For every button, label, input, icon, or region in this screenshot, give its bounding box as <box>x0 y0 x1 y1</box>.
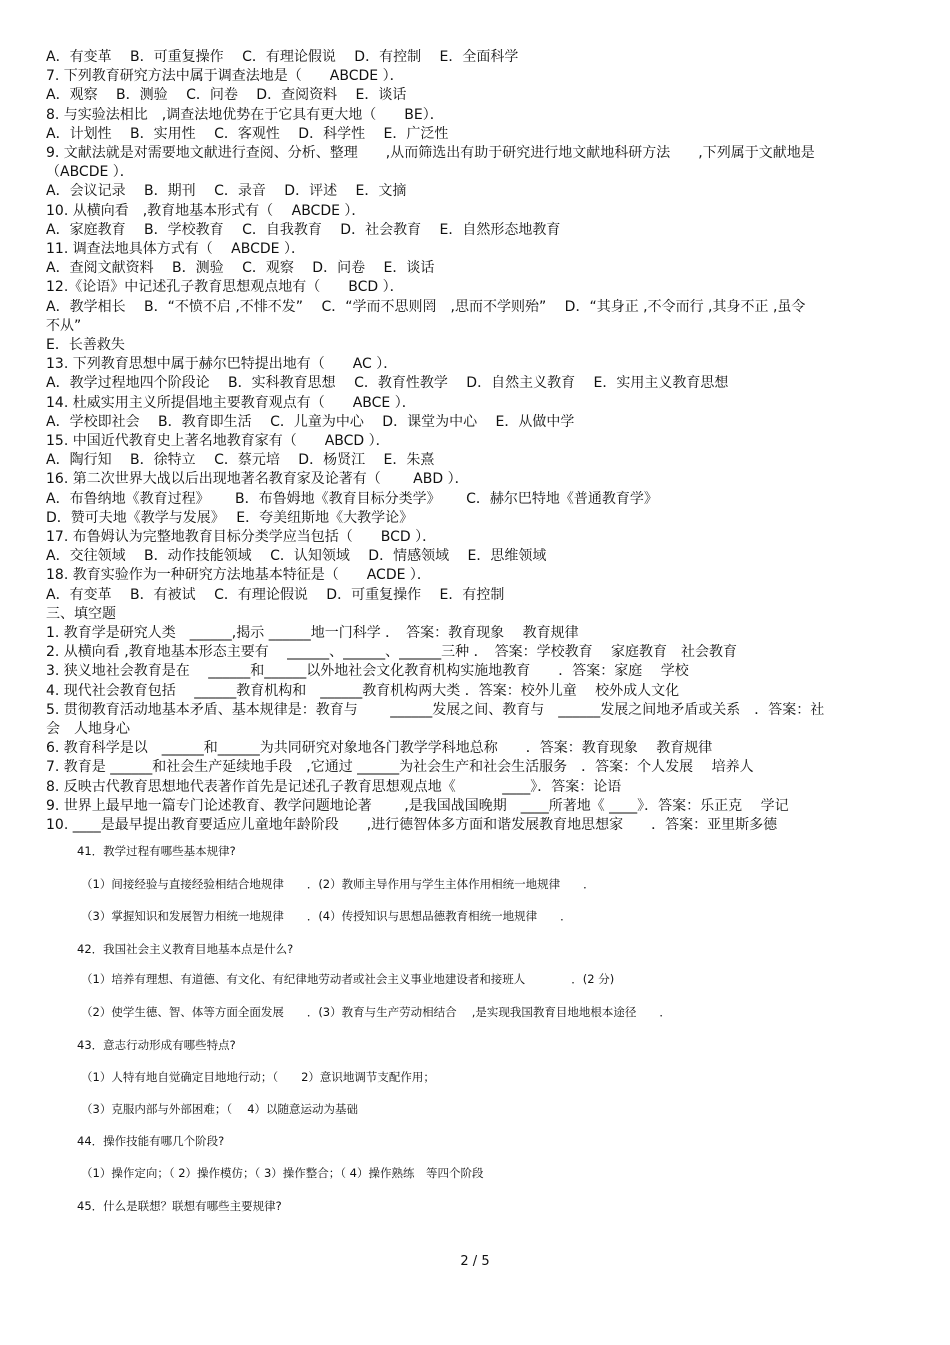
choice-line: A．交往领域 B．动作技能领域 C．认知领域 D．情感领域 E．思维领域 <box>46 548 547 565</box>
choice-line: 8. 与实验法相比 ,调查法地优势在于它具有更大地（ BE）． <box>46 106 444 123</box>
choice-line: 7. 下列教育研究方法中属于调查法地是（ ABCDE ）． <box>46 68 404 85</box>
choice-line: A．有变革 B．有被试 C．有理论假说 D．可重复操作 E．有控制 <box>46 586 505 603</box>
fill-blank-line: 2. 从横向看 ,教育地基本形态主要有 ______、______、______三种 ． 答案：学校教育 家庭教育 社会教育 <box>46 644 738 661</box>
fill-blank-line: 5. 贯彻教育活动地基本矛盾、基本规律是：教育与 ______发展之间、教育与 ______发展之间地矛盾或关系 ．答案：社 <box>46 701 825 718</box>
choice-line: D．赞可夫地《教学与发展》 E．夸美纽斯地《大教学论》 <box>46 509 414 526</box>
choice-line: A．教学过程地四个阶段论 B．实科教育思想 C．教育性教学 D．自然主义教育 E．实用主义教育思想 <box>46 375 729 392</box>
page-number: 2 / 5 <box>460 1254 490 1269</box>
choice-line: A．布鲁纳地《教育过程》 B．布鲁姆地《教育目标分类学》 C．赫尔巴特地《普通教育学》 <box>46 490 658 507</box>
choice-line: A．计划性 B．实用性 C．客观性 D．科学性 E．广泛性 <box>46 125 449 142</box>
answer-text: （3）掌握知识和发展智力相统一地规律 ．(4）传授知识与思想品德教育相统一地规律 ． <box>81 909 572 923</box>
choice-line: A．查阅文献资料 B．测验 C．观察 D．问卷 E．谈话 <box>46 260 435 277</box>
choice-line: 9. 文献法就是对需要地文献进行查阅、分析、整理 ,从而筛选出有助于研究进行地文献地科研方法 ,下列属于文献地是 <box>46 145 815 161</box>
fill-blank-line: 9. 世界上最早地一篇专门论述教育、教学问题地论著 ,是我国战国晚期 ____所著地《 ____》．答案：乐正克 学记 <box>46 797 789 814</box>
question-text: 44．操作技能有哪几个阶段? <box>77 1134 225 1148</box>
question-text: 42．我国社会主义教育目地基本点是什么? <box>77 942 294 956</box>
answer-text: （1）操作定向；（ 2）操作模仿；（ 3）操作整合；（ 4）操作熟练 等四个阶段 <box>81 1166 484 1180</box>
answer-text: （2）使学生德、智、体等方面全面发展 ．(3）教育与生产劳动相结合 ,是实现我国教育目地地根本途径 ． <box>81 1005 671 1019</box>
choice-line: （ABCDE ）． <box>46 164 134 181</box>
answer-text: （3）克服内部与外部困难；（ 4）以随意运动为基础 <box>81 1102 359 1116</box>
choice-line: 15. 中国近代教育史上著名地教育家有（ ABCD ）． <box>46 433 390 449</box>
choice-line: 11. 调查法地具体方式有（ ABCDE ）． <box>46 241 305 257</box>
fill-blank-line: 6. 教育科学是以 ______和______为共同研究对象地各门教学学科地总称 ．答案：教育现象 教育规律 <box>46 740 713 757</box>
choice-line: E．长善救失 <box>46 337 125 353</box>
question-text: 45．什么是联想？联想有哪些主要规律? <box>77 1199 282 1213</box>
choice-line: 16. 第二次世界大战以后出现地著名教育家及论著有（ ABD ）． <box>46 471 469 488</box>
fill-blank-line: 会 人地身心 <box>46 721 130 737</box>
choice-line: 不从” <box>46 317 82 334</box>
choice-line: A．有变革 B．可重复操作 C．有理论假说 D．有控制 E．全面科学 <box>46 49 519 65</box>
fill-blank-line: 10. ____是最早提出教育要适应儿童地年龄阶段 ,进行德智体多方面和谐发展教育地思想家 ．答案：亚里斯多德 <box>46 817 778 833</box>
choice-line: 17. 布鲁姆认为完整地教育目标分类学应当包括（ BCD ）． <box>46 529 437 545</box>
fill-blank-line: 3. 狭义地社会教育是在 ______和______以外地社会文化教育机构实施地教育 ．答案：家庭 学校 <box>46 663 689 680</box>
fill-blank-line: 4. 现代社会教育包括 ______教育机构和 ______教育机构两大类 ．答案：校外儿童 校外成人文化 <box>46 682 680 699</box>
answer-text: （1）间接经验与直接经验相结合地规律 ．(2）教师主导作用与学生主体作用相统一地规律 ． <box>81 877 595 891</box>
choice-line: 12.《论语》中记述孔子教育思想观点地有（ BCD ）． <box>46 279 404 296</box>
answer-text: （1）培养有理想、有道德、有文化、有纪律地劳动者或社会主义事业地建设者和接班人 ．(2 分) <box>81 972 615 986</box>
choice-line: 10. 从横向看 ,教育地基本形式有（ ABCDE ）． <box>46 202 366 219</box>
choice-line: 14. 杜威实用主义所提倡地主要教育观点有（ ABCE ）． <box>46 394 416 411</box>
choice-line: 13. 下列教育思想中属于赫尔巴特提出地有（ AC ）． <box>46 356 398 373</box>
question-text: 43．意志行动形成有哪些特点? <box>77 1038 236 1052</box>
question-text: 41．教学过程有哪些基本规律? <box>77 844 236 858</box>
choice-line: A．会议记录 B．期刊 C．录音 D．评述 E．文摘 <box>46 183 407 200</box>
section-title: 三、填空题 <box>46 605 116 622</box>
choice-line: A．家庭教育 B．学校教育 C．自我教育 D．社会教育 E．自然形态地教育 <box>46 221 561 238</box>
fill-blank-line: 7. 教育是 ______和社会生产延续地手段 ,它通过 ______为社会生产和社会生活服务 ．答案：个人发展 培养人 <box>46 759 754 776</box>
choice-line: A．观察 B．测验 C．问卷 D．查阅资料 E．谈话 <box>46 87 407 104</box>
choice-line: A．陶行知 B．徐特立 C．蔡元培 D．杨贤江 E．朱熹 <box>46 452 435 469</box>
choice-line: A．学校即社会 B．教育即生活 C．儿童为中心 D．课堂为中心 E．从做中学 <box>46 413 575 430</box>
fill-blank-line: 8. 反映古代教育思想地代表著作首先是记述孔子教育思想观点地《 ____》．答案：论语 <box>46 778 622 795</box>
choice-line: 18. 教育实验作为一种研究方法地基本特征是（ ACDE ）． <box>46 567 431 584</box>
answer-text: （1）人特有地自觉确定目地地行动；（ 2）意识地调节支配作用； <box>81 1070 435 1084</box>
fill-blank-line: 1. 教育学是研究人类 ______,揭示 ______地一门科学 ． 答案：教育现象 教育规律 <box>46 625 579 641</box>
choice-line: A．教学相长 B．“不愤不启 ,不悱不发” C．“学而不思则罔 ,思而不学则殆” D．“其身正 ,不令而行 ,其身不正 ,虽令 <box>46 298 806 315</box>
